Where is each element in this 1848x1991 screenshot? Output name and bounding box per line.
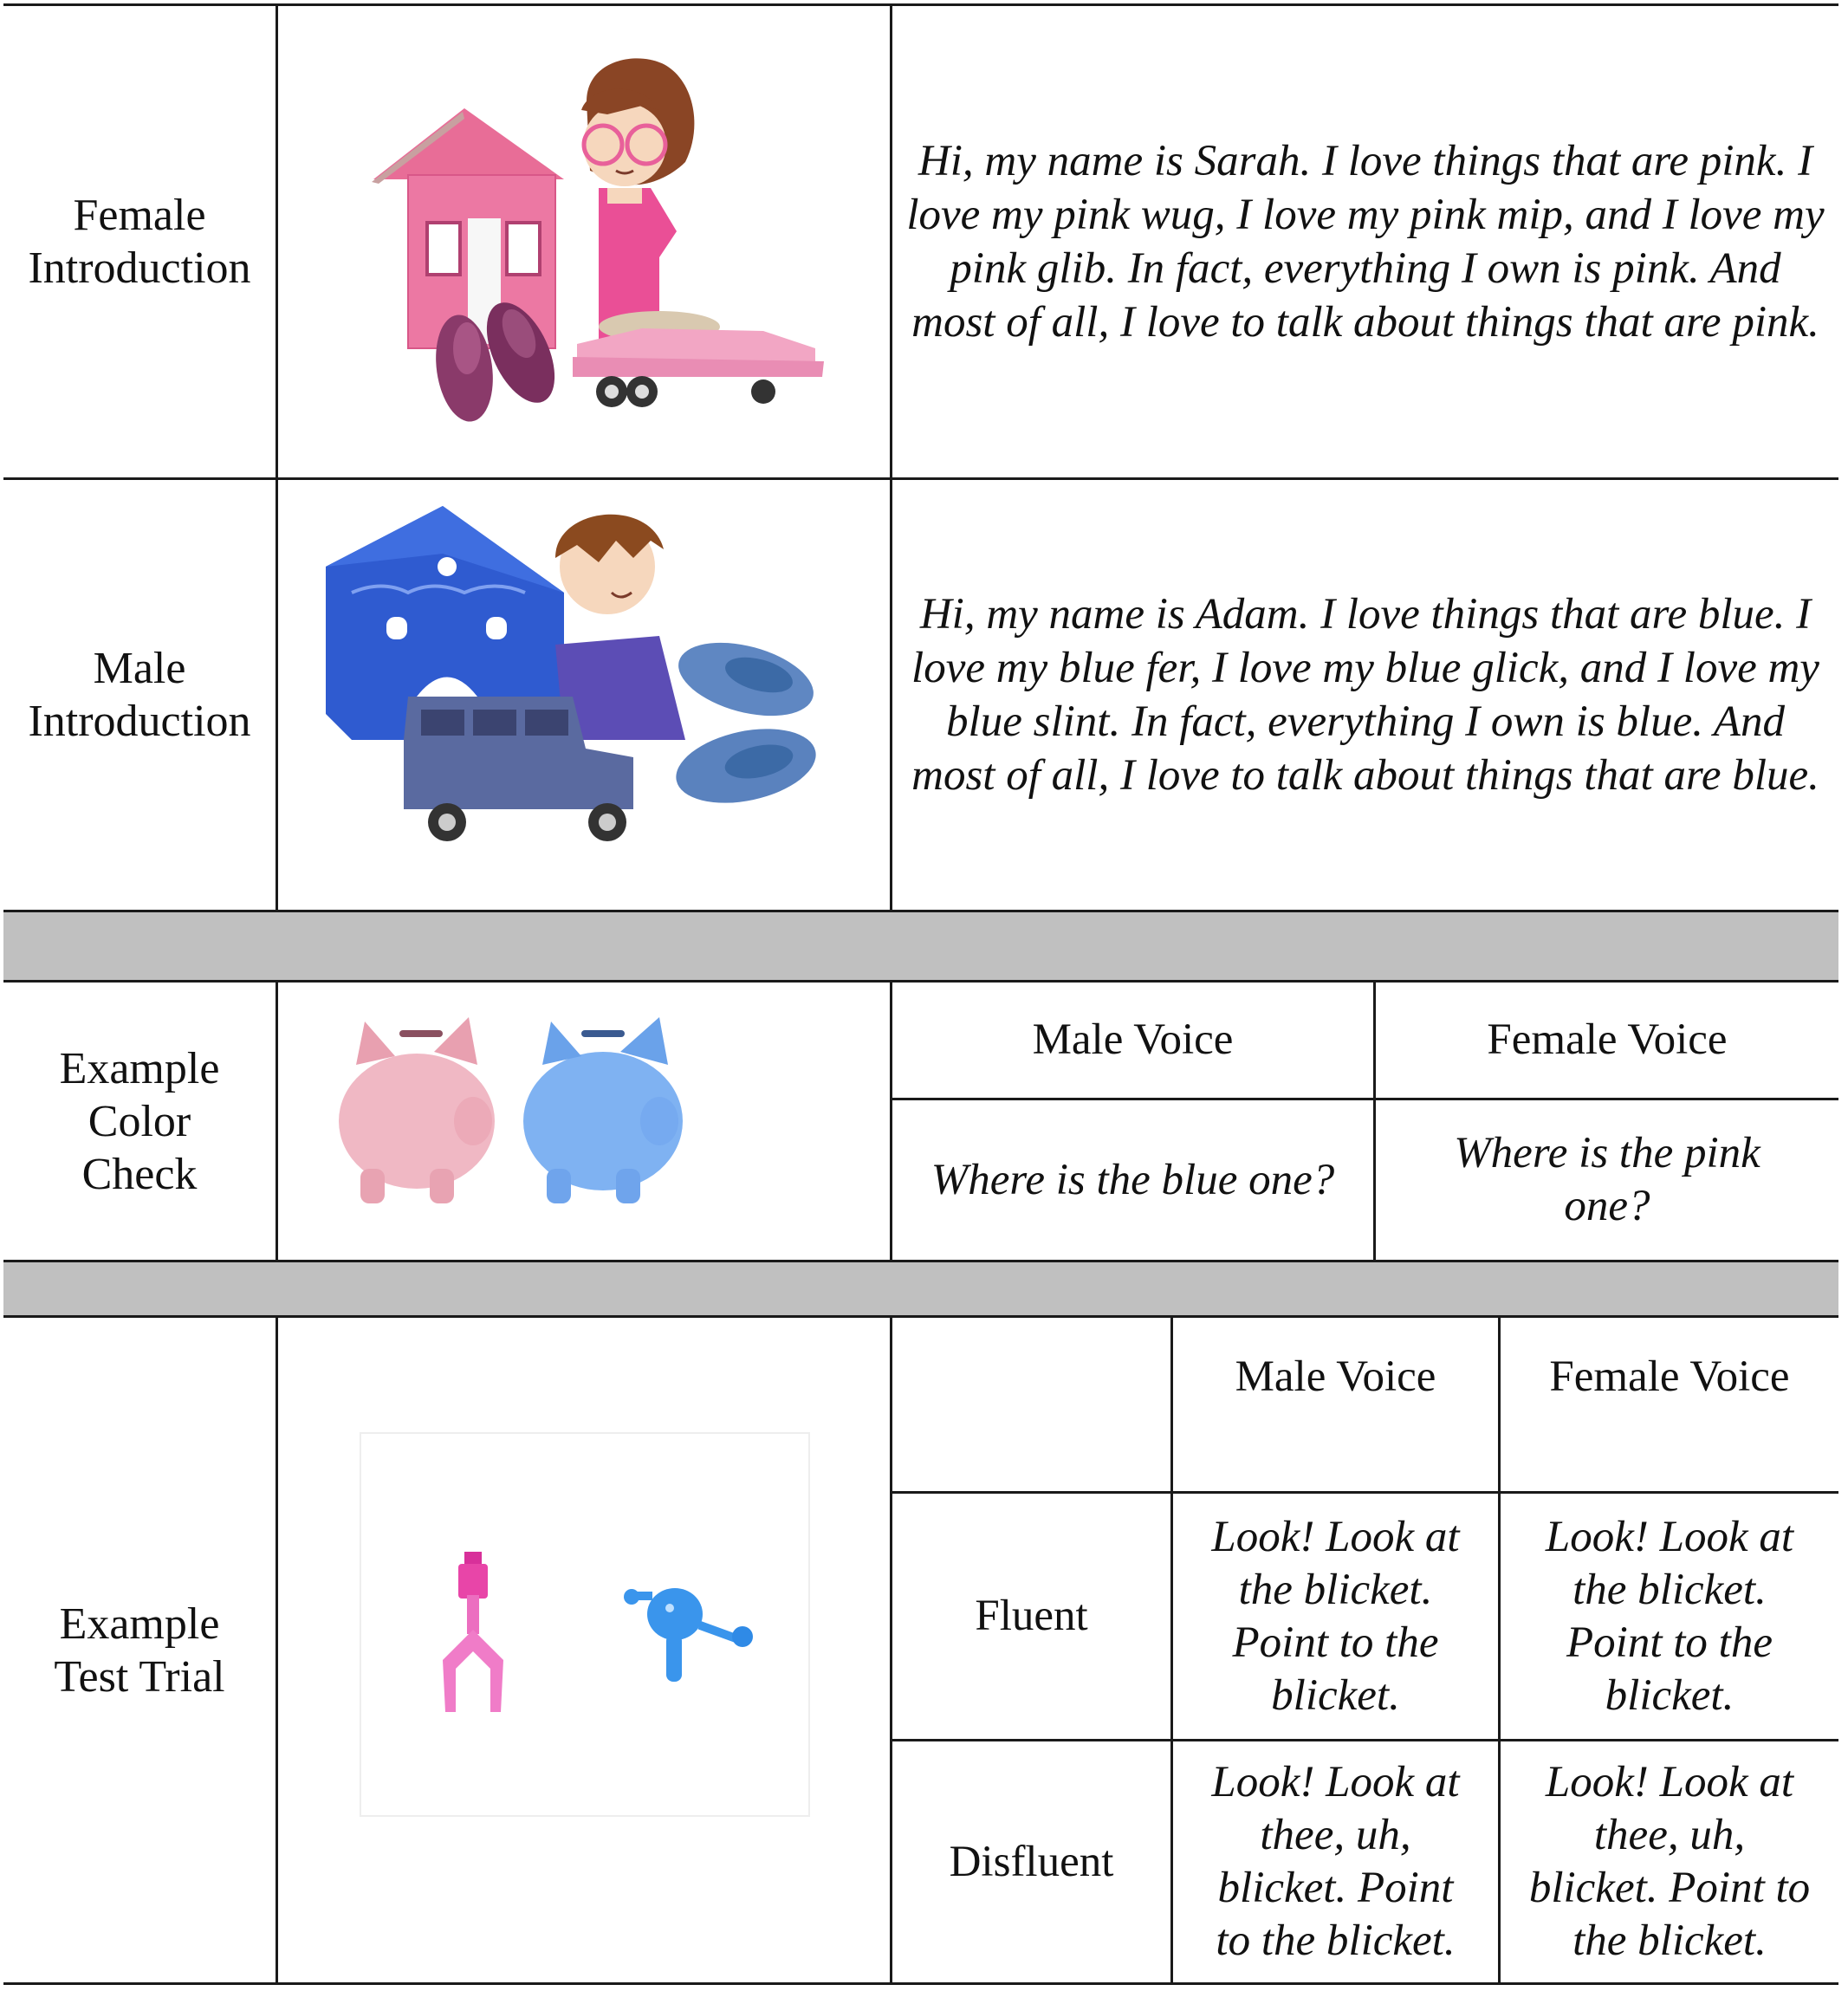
fluent-condition-label: Fluent	[975, 1592, 1088, 1640]
test-trial-female-voice-header: Female Voice	[1549, 1352, 1790, 1401]
row-label-male-introduction: Male Introduction	[28, 644, 251, 746]
row-divider	[3, 1260, 1838, 1262]
blue-slippers-icon	[669, 630, 822, 815]
row-label-female-introduction: Female Introduction	[28, 191, 251, 293]
fluent-male-script: Look! Look at the blicket. Point to the blicket.	[1211, 1512, 1460, 1720]
disfluent-male-script: Look! Look at thee, uh, blicket. Point to the blicket.	[1211, 1758, 1460, 1965]
pink-piggy-bank-icon	[339, 1017, 495, 1203]
color-check-female-prompt: Where is the pink one?	[1454, 1129, 1760, 1230]
row-label-example-color-check: Example Color Check	[59, 1043, 220, 1199]
pink-house-icon	[372, 108, 564, 348]
row-label-example-test-trial: Example Test Trial	[54, 1599, 225, 1702]
female-introduction-script: Hi, my name is Sarah. I love things that are pink. I love my pink wug, I love my pink mip, and I love my pink glib. In fact, everything I own is pink. And most of all, I love to talk about things that are pink.	[906, 137, 1825, 347]
male-introduction-illustration	[278, 480, 890, 910]
disfluent-female-script: Look! Look at thee, uh, blicket. Point to the blicket.	[1528, 1758, 1811, 1965]
girl-illustration	[581, 58, 694, 353]
test-trial-male-voice-header: Male Voice	[1235, 1352, 1436, 1401]
blue-piggy-bank-icon	[523, 1017, 683, 1203]
pink-toy-car-icon	[573, 311, 824, 407]
gray-separator-band	[3, 911, 1838, 981]
row-divider	[3, 910, 1838, 912]
color-check-female-voice-header: Female Voice	[1487, 1015, 1728, 1064]
male-introduction-script: Hi, my name is Adam. I love things that are blue. I love my blue fer, I love my blue glick, and I love my blue slint. In fact, everything I own is blue. And most of all, I love to talk about things that are blue.	[911, 590, 1819, 800]
color-check-male-voice-header: Male Voice	[1032, 1015, 1234, 1064]
disfluent-condition-label: Disfluent	[949, 1837, 1114, 1886]
table-border-bottom	[3, 1982, 1838, 1985]
female-introduction-illustration	[278, 6, 890, 477]
novel-objects-image	[278, 1318, 890, 1982]
fluent-female-script: Look! Look at the blicket. Point to the blicket.	[1545, 1512, 1794, 1720]
gray-separator-band	[3, 1261, 1838, 1316]
color-check-male-prompt: Where is the blue one?	[930, 1155, 1335, 1204]
piggy-banks-image	[278, 983, 890, 1260]
